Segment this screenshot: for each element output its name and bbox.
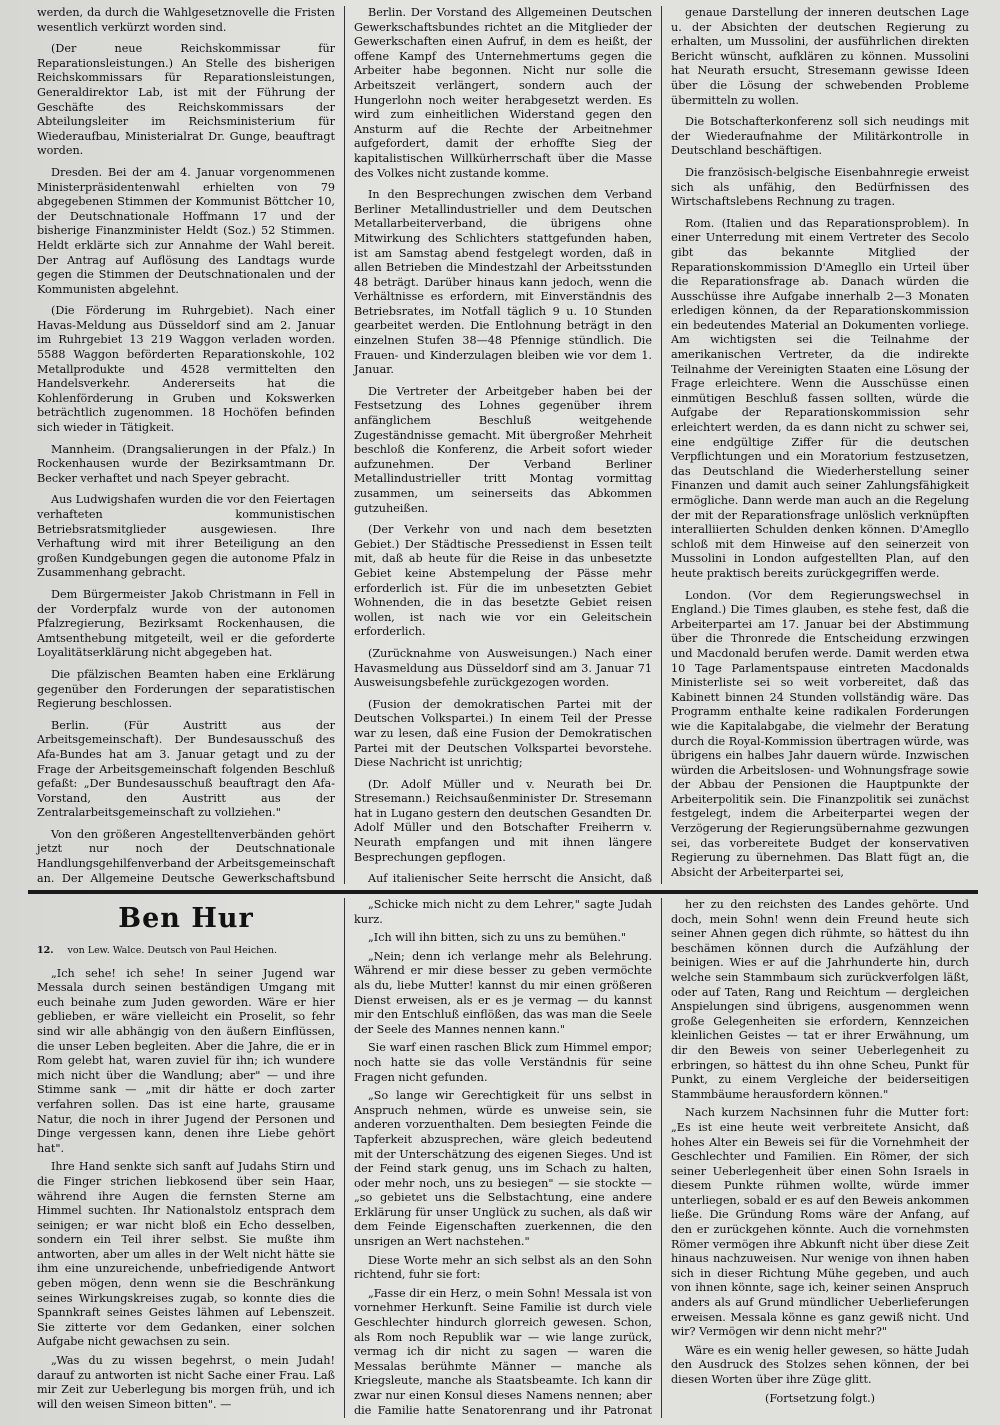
serial-column-2: [344, 898, 661, 1418]
paragraph: (Fusion der demokratischen Partei mit der Deutschen Volkspartei.) In einem Teil der Presse war zu lesen, daß eine Fusion der Demokratischen Partei mit der Deutschen Volkspartei bevorstehe. Diese Nachricht ist unrichtig;: [354, 697, 652, 770]
paragraph: her zu den reichsten des Landes gehörte. Und doch, mein Sohn! wenn dein Freund heute sich seiner Ahnen gegen dich rühmte, so hättest du ihn beschämen können durch die Aufzählung der beinigen. Wies er auf die Jahrhunderte hin, durch welche sein Stammbaum sich zurückverfolgen läßt, oder auf Taten, Rang und Reichtum — dergleichen Anspielungen sind übrigens, ausgenommen wenn große Gelegenheiten sie erfordern, Kennzeichen kleinlichen Geistes — tat er ihrer Erwähnung, um dir den Beweis von seiner Ueberlegenheit zu erbringen, so hättest du ihn ohne Scheu, Punkt für Punkt, zu einem Vergleiche der beiderseitigen Stammbäume herausfordern können.": [671, 898, 969, 1101]
serial-column-3: [661, 898, 978, 1418]
serial-byline: [37, 944, 335, 959]
serial-column-1: [28, 898, 344, 1418]
paragraph: „Ich sehe! ich sehe! In seiner Jugend war Messala durch seinen beständigen Umgang mit euch beinahe zum Juden geworden. Wäre er hier geblieben, er wäre vielleicht ein Proselit, so fehr sind wir alle abhängig von den äußern Einflüssen, die unser Leben begleiten. Aber die Jahre, die er in Rom gelebt hat, waren zuviel für ihn; ich wundere mich nicht über die Wandlung; aber" — und ihre Stimme sank — „mit dir hätte er doch zarter verfahren sollen. Das ist eine harte, grausame Natur, die noch in ihrer Jugend der Personen und Dinge vergessen kann, denen ihre Liebe gehört hat".: [37, 966, 335, 1155]
news-column-1: [28, 6, 344, 884]
paragraph: London. (Vor dem Regierungswechsel in England.) Die Times glauben, es stehe fest, daß die Arbeiterpartei am 17. Januar bei der Abstimmung über die Thronrede die Entscheidung erzwingen und Macdonald berufen werde. Damit werden etwa 10 Tage Parlamentspause eintreten Macdonalds Ministerliste sei so weit vorbereitet, daß das Kabinett binnen 24 Stunden vollständig wäre. Das Programm enthalte keine radikalen Forderungen wie die Kapitalabgabe, die vielmehr der Beratung durch die Royal-Kommission übertragen würde, was übrigens ein halbes Jahr dauern würde. Inzwischen würden die Arbeitslosen- und Wohnungsfrage sowie der Abbau der Pensionen die Hauptpunkte der Arbeiterpolitik sein. Die Finanzpolitik sei zunächst festgelegt, indem die Arbeiterpartei wegen der Verzögerung der Regierungsübernahme gezwungen sei, das vorbereitete Budget der konservativen Regierung zu übernehmen. Das Blatt fügt an, die Absicht der Arbeiterpartei sei,: [671, 588, 969, 879]
paragraph: Sie warf einen raschen Blick zum Himmel empor; noch hatte sie das volle Verständnis für seine Fragen nicht gefunden.: [354, 1041, 652, 1084]
feuilleton-section: [28, 898, 978, 1418]
paragraph: „Was du zu wissen begehrst, o mein Judah! darauf zu antworten ist nicht Sache einer Frau. Laß mir Zeit zur Ueberlegung bis morgen früh, und ich will den weisen Simeon bitten". —: [37, 1354, 335, 1411]
serial-number: 12.: [37, 945, 54, 956]
paragraph: In den Besprechungen zwischen dem Verband Berliner Metallindustrieller und dem Deutschen Metallarbeiterverband, die übrigens ohne Mitwirkung des Schlichters stattgefunden haben, ist am Samstag abend festgelegt worden, daß in allen Betrieben die Mindestzahl der Arbeitsstunden 48 beträgt. Darüber hinaus kann jedoch, wenn die Verhältnisse es erfordern, mit Einverständnis des Betriebsrates, im Notfall täglich 9 u. 10 Stunden gearbeitet werden. Die Entlohnung beträgt in den einzelnen Stufen 38—48 Pfennige stündlich. Die Frauen- und Kinderzulagen bleiben wie vor dem 1. Januar.: [354, 188, 652, 377]
paragraph: Berlin. (Für Austritt aus der Arbeitsgemeinschaft). Der Bundesausschuß des Afa-Bundes hat am 3. Januar getagt und zu der Frage der Arbeitsgemeinschaft folgenden Beschluß gefaßt: „Der Bundesausschuß beauftragt den Afa-Vorstand, den Austritt aus der Zentralarbeitsgemeinschaft zu vollziehen.": [37, 718, 335, 820]
serial-author: von Lew. Walce. Deutsch von Paul Heichen.: [67, 945, 278, 956]
serial-text-1: [37, 967, 335, 1413]
paragraph: Diese Worte mehr an sich selbst als an den Sohn richtend, fuhr sie fort:: [354, 1253, 652, 1282]
paragraph: Dresden. Bei der am 4. Januar vorgenommenen Ministerpräsidentenwahl erhielten von 79 abgegebenen Stimmen der Kommunist Böttcher 10, der Deutschnationale Hoffmann 17 und der bisherige Finanzminister Heldt (Soz.) 52 Stimmen. Heldt erklärte sich zur Annahme der Wahl bereit. Der Antrag auf Auflösung des Landtags wurde gegen die Stimmen der Deutschnationalen und der Kommunisten abgelehnt.: [37, 165, 335, 296]
paragraph: „Nein; denn ich verlange mehr als Belehrung. Während er mir diese besser zu geben vermöchte als du, liebe Mutter! kannst du mir einen größeren Dienst erweisen, als er es je vermag — du kannst mir den Entschluß einflößen, das was man die Seele der Seele des Mannes nennen kann.": [354, 949, 652, 1036]
paragraph: „Schicke mich nicht zu dem Lehrer," sagte Judah kurz.: [354, 898, 652, 926]
paragraph: Die französisch-belgische Eisenbahnregie erweist sich als unfähig, den Bedürfnissen des Wirtschaftslebens Rechnung zu tragen.: [671, 165, 969, 209]
paragraph: (Der Verkehr von und nach dem besetzten Gebiet.) Der Städtische Pressedienst in Essen teilt mit, daß ab heute für die Reise in das unbesetzte Gebiet keine Abstempelung der Pässe mehr erforderlich ist. Für die im unbesetzten Gebiet Wohnenden, die in das besetzte Gebiet reisen wollen, ist nach wie vor ein Geleitschein erforderlich.: [354, 523, 652, 639]
paragraph: Die Botschafterkonferenz soll sich neudings mit der Wiederaufnahme der Militärkontrolle in Deutschland beschäftigen.: [671, 115, 969, 158]
paragraph: „Fasse dir ein Herz, o mein Sohn! Messala ist von vornehmer Herkunft. Seine Familie ist durch viele Geschlechter hindurch glorreich gewesen. Schon, als Rom noch Republik war — wie lange zurück, vermag ich dir nicht zu sagen — waren die Messalas berühmte Männer — manche als Kriegsleute, manche als Staatsbeamte. Ich kann dir zwar nur einen Konsul dieses Namens nennen; aber die Familie hatte Senatorenrang und ihr Patronat: [354, 1286, 652, 1417]
paragraph: Mannheim. (Drangsalierungen in der Pfalz.) In Rockenhausen wurde der Bezirksamtmann Dr. Becker verhaftet und nach Speyer gebracht.: [37, 442, 335, 485]
paragraph: (Fortsetzung folgt.): [764, 1391, 875, 1405]
paragraph: Nach kurzem Nachsinnen fuhr die Mutter fort: „Es ist eine heute weit verbreitete Ansicht, daß hohes Alter ein Beweis sei für die Vornehmheit der Geschlechter und Familien. Ein Römer, der sich seiner Ueberlegenheit über einen Sohn Israels in diesem Punkte rühmen wollte, würde immer unterliegen, sobald er es auf den Beweis ankommen ließe. Die Gründung Roms wäre der Anfang, auf den er zurückgehen könnte. Auch die vornehmsten Römer vermögen ihre Abkunft nicht über diese Zeit hinaus nachzuweisen. Nur wenige von ihnen haben sich in dieser Richtung Mühe gegeben, und auch von ihnen könnte, sage ich, keiner seinen Anspruch anders als auf Grund mündlicher Ueberlieferungen erweisen. Messala könne es ganz gewiß nicht. Und wir? Vermögen wir denn nicht mehr?": [671, 1106, 969, 1339]
paragraph: „So lange wir Gerechtigkeit für uns selbst in Anspruch nehmen, würde es unweise sein, sie anderen vorzuenthalten. Dem besiegten Feinde die Tapferkeit abzusprechen, wäre gleich bedeutend mit der Unterschätzung des eigenen Sieges. Und ist der Feind stark genug, uns im Schach zu halten, oder mehr noch, uns zu besiegen" — sie stockte — „so gebietet uns die Selbstachtung, eine andere Erklärung für unser Unglück zu suchen, als daß wir dem Feinde Eigenschaften zuerkennen, die den unsrigen an Wert nachstehen.": [354, 1089, 652, 1249]
paragraph: (Der neue Reichskommissar für Reparationsleistungen.) An Stelle des bisherigen Reichskommissars für Reparationsleistungen, Generaldirektor Lab, ist mit der Führung der Geschäfte des Reichskommissars der Abteilungsleiter im Reichsministerium für Wiederaufbau, Ministerialrat Dr. Gunge, beauftragt worden.: [37, 42, 335, 158]
paragraph: Wäre es ein wenig heller gewesen, so hätte Judah den Ausdruck des Stolzes sehen können, der bei diesen Worten über ihre Züge glitt.: [671, 1343, 969, 1386]
paragraph: Aus Ludwigshafen wurden die vor den Feiertagen verhafteten kommunistischen Betriebsratsmitglieder ausgewiesen. Ihre Verhaftung wird mit ihrer Beteiligung an den großen Kundgebungen gegen die autonome Pfalz in Zusammenhang gebracht.: [37, 493, 335, 580]
news-column-3: [661, 6, 978, 884]
serial-title: Ben Hur: [118, 903, 254, 934]
paragraph: werden, da durch die Wahlgesetznovelle die Fristen wesentlich verkürzt worden sind.: [37, 6, 335, 34]
paragraph: Dem Bürgermeister Jakob Christmann in Fell in der Vorderpfalz wurde von der autonomen Pfalzregierung, Bezirksamt Rockenhausen, die Amtsenthebung mitgeteilt, weil er die geforderte Loyalitätserklärung nicht abgegeben hat.: [37, 587, 335, 660]
section-divider: [28, 890, 978, 894]
paragraph: Die Vertreter der Arbeitgeber haben bei der Festsetzung des Lohnes gegenüber ihrem anfänglichem Beschluß weitgehende Zugeständnisse gemacht. Mit übergroßer Mehrheit beschloß die Konferenz, die Arbeit sofort wieder aufzunehmen. Der Verband Berliner Metallindustrieller tritt Montag vormittag zusammen, um seinerseits das Abkommen gutzuheißen.: [354, 384, 652, 515]
paragraph: (Zurücknahme von Ausweisungen.) Nach einer Havasmeldung aus Düsseldorf sind am 3. Januar 71 Ausweisungsbefehle zurückgezogen worden.: [354, 646, 652, 690]
paragraph: (Die Förderung im Ruhrgebiet). Nach einer Havas-Meldung aus Düsseldorf sind am 2. Januar im Ruhrgebiet 13 219 Waggon verladen worden. 5588 Waggon beförderten Reparationskohle, 102 Metallprodukte und 4528 vermittelten den Handelsverkehr. Andererseits hat die Kohlenförderung in Gruben und Kokswerken beträchtlich zugenommen. 18 Hochöfen befinden sich wieder in Tätigkeit.: [37, 304, 335, 435]
paragraph: Rom. (Italien und das Reparationsproblem). In einer Unterredung mit einem Vertreter des Secolo gibt das bekannte Mitglied der Reparationskommission D'Amegllo ein Urteil über die Reparationsfrage ab. Danach würden die Ausschüsse ihre Aufgabe innerhalb 2—3 Monaten erledigen können, da der Reparationskommission ein bedeutendes Material an Dokumenten vorliege. Am wichtigsten sei die Teilnahme der amerikanischen Vertreter, da die indirekte Teilnahme der Vereinigten Staaten eine Lösung der Frage erleichtere. Wenn die Ausschüsse einen einmütigen Beschluß fassen sollten, würde die Aufgabe der Reparationskommission sehr erleichtert werden, da es dann nicht zu schwer sei, eine endgültige Ziffer für die deutschen Verpflichtungen und ein Moratorium festzusetzen, das Deutschland die Wiederherstellung seiner Finanzen und damit auch seiner Zahlungsfähigkeit ermögliche. Dann werde man auch an die Regelung der mit der Reparationsfrage unlöslich verknüpften interalliierten Schulden denken können. D'Amegllo schloß mit dem Hinweise auf den seinerzeit von Mussolini in London aufgestellten Plan, auf den heute praktisch bereits zurückgegriffen werde.: [671, 216, 969, 580]
paragraph: Die pfälzischen Beamten haben eine Erklärung gegenüber den Forderungen der separatistischen Regierung beschlossen.: [37, 667, 335, 711]
news-section: [28, 6, 978, 884]
paragraph: genaue Darstellung der inneren deutschen Lage u. der Absichten der deutschen Regierung zu erhalten, um Mussolini, der ausführlichen direkten Bericht wünscht, aufklären zu können. Mussolini hat Neurath ersucht, Stresemann gewisse Ideen über die Lösung der schwebenden Probleme übermitteln zu wollen.: [671, 6, 969, 107]
paragraph: „Ich will ihn bitten, sich zu uns zu bemühen.": [368, 931, 627, 945]
paragraph: Von den größeren Angestelltenverbänden gehört jetzt nur noch der Deutschnationale Handlungsgehilfenverband der Arbeitsgemeinschaft an. Der Allgemeine Deutsche Gewerkschaftsbund: [37, 827, 335, 884]
news-column-2: [344, 6, 661, 884]
paragraph: Ihre Hand senkte sich sanft auf Judahs Stirn und die Finger strichen liebkosend über sein Haar, während ihre Augen die fernsten Sterne am Himmel suchten. Ihr Nationalstolz entsprach dem seinigen; er war nicht bloß ein Echo desselben, sondern ein Teil ihrer selbst. Sie mußte ihm antworten, aber um alles in der Welt nicht hätte sie ihm eine unzureichende, unbefriedigende Antwort geben mögen, denn wenn sie die Beschränkung seines Wirkungskreises zugab, so konnte dies die Spannkraft seines Geistes lähmen auf Lebenszeit. Sie zitterte vor dem Gedanken, einer solchen Aufgabe nicht gewachsen zu sein.: [37, 1160, 335, 1349]
paragraph: Auf italienischer Seite herrscht die Ansicht, daß: [368, 872, 652, 884]
paragraph: Berlin. Der Vorstand des Allgemeinen Deutschen Gewerkschaftsbundes richtet an die Mitglieder der Gewerkschaften einen Aufruf, in dem es heißt, der offene Kampf des Unternehmertums gegen die Arbeiter habe begonnen. Nicht nur solle die Arbeitszeit verlängert, sondern auch der Hungerlohn noch weiter herabgesetzt werden. Es wird zum einheitlichen Widerstand gegen den Ansturm auf die Rechte der Arbeitnehmer aufgefordert, damit der erhoffte Sieg der kapitalistischen Willkürherrschaft über die Masse des Volkes nicht zustande komme.: [354, 6, 652, 180]
paragraph: (Dr. Adolf Müller und v. Neurath bei Dr. Stresemann.) Reichsaußenminister Dr. Stresemann hat in Lugano gestern den deutschen Gesandten Dr. Adolf Müller und den Botschafter Freiherrn v. Neurath empfangen und mit ihnen längere Besprechungen gepflogen.: [354, 777, 652, 864]
